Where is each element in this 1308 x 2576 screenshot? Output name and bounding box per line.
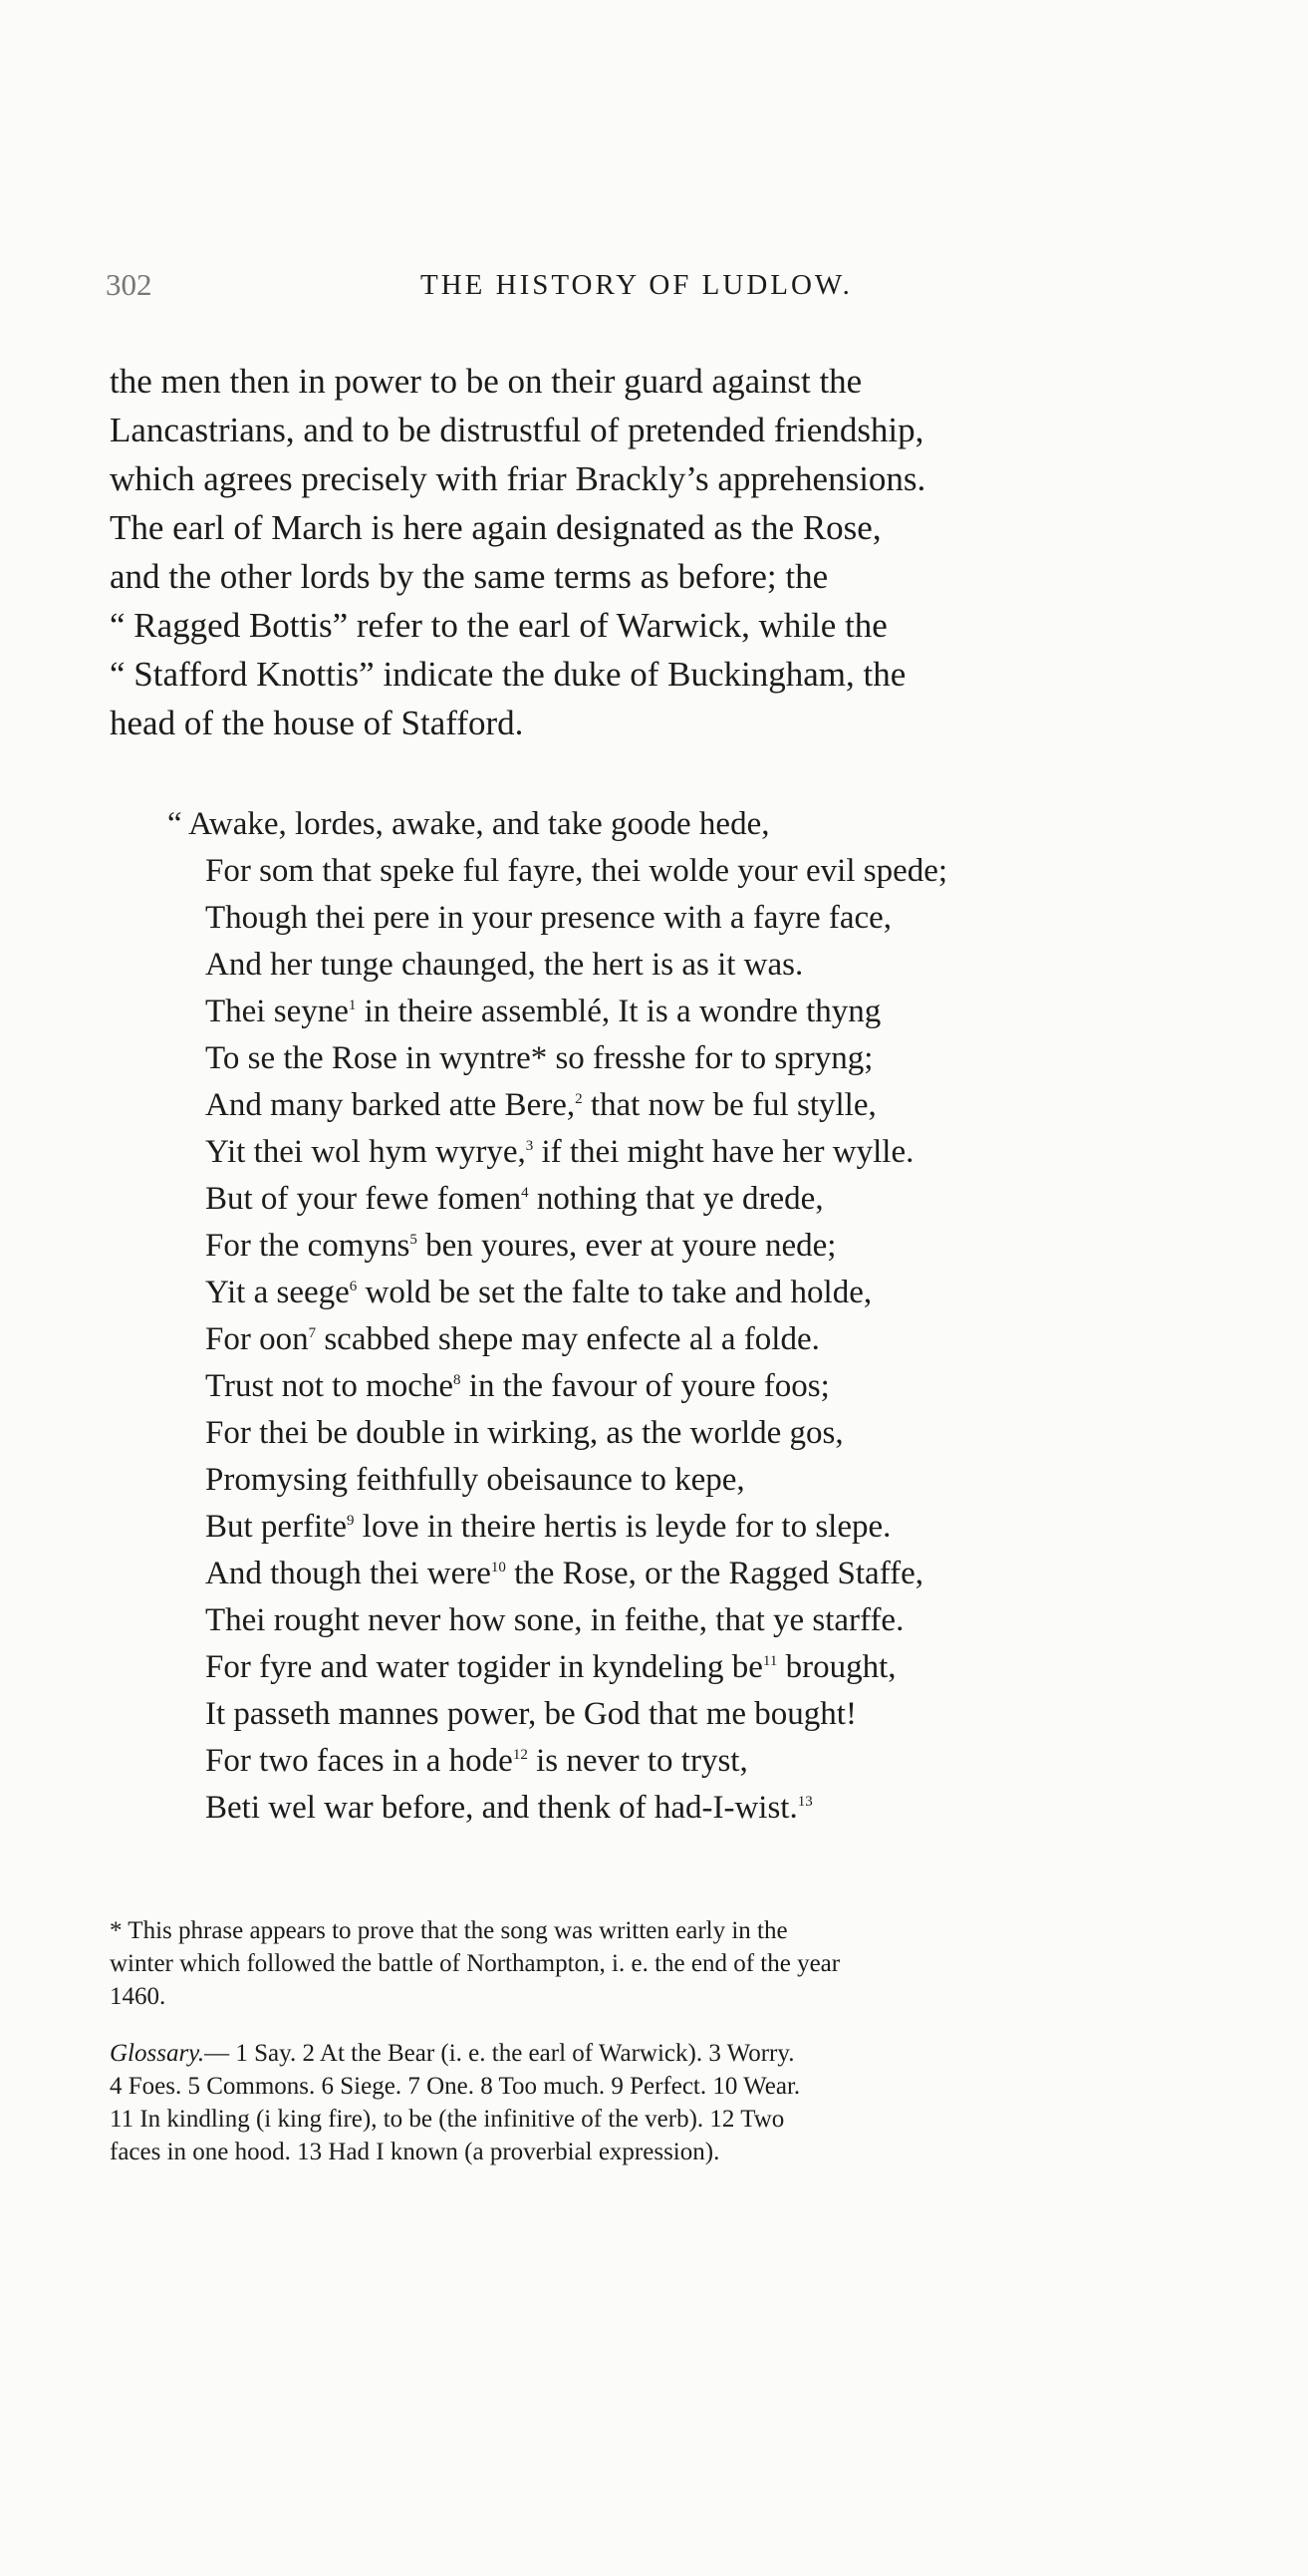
poem-line-text: Trust not to moche — [205, 1368, 454, 1404]
poem-line-rest: that now be ful stylle, — [582, 1087, 877, 1123]
poem-line — [205, 989, 1221, 1035]
glossary-label: Glossary. — [110, 2040, 205, 2067]
poem-line-rest: if thei might have her wylle. — [533, 1134, 915, 1170]
footnote-marker: 6 — [349, 1279, 358, 1294]
footnote-marker: 9 — [347, 1513, 355, 1529]
poem-line — [205, 942, 1221, 989]
poem-line-rest: the Rose, or the Ragged Staffe, — [505, 1556, 923, 1591]
poem-line — [205, 1410, 1221, 1457]
page-header — [106, 267, 1221, 317]
poem-line-text: For oon — [205, 1321, 309, 1357]
poem-line — [205, 1223, 1221, 1270]
footnote-marker: 3 — [525, 1138, 534, 1154]
poem-line-rest: brought, — [777, 1649, 897, 1685]
poem-line — [205, 1363, 1221, 1410]
poem-line-text: For fyre and water togider in kyndeling be — [205, 1649, 763, 1685]
prose-line: and the other lords by the same terms as before; the — [110, 557, 829, 596]
poem-line — [205, 1691, 1221, 1738]
glossary-line — [110, 2136, 1220, 2168]
glossary-text: 4 Foes. 5 Commons. 6 Siege. 7 One. 8 Too much. 9 Perfect. 10 Wear. — [110, 2073, 801, 2100]
glossary-text: 11 In kindling (i king fire), to be (the infinitive of the verb). 12 Two — [110, 2106, 785, 2133]
prose-paragraph — [110, 357, 1223, 747]
poem-line — [205, 1597, 1221, 1644]
footnote-marker: 7 — [308, 1325, 317, 1341]
footnote-marker: 8 — [453, 1372, 461, 1388]
poem-line-text: For thei be double in wirking, as the worlde gos, — [205, 1415, 844, 1451]
poem-line-text: Yit thei wol hym wyrye, — [205, 1134, 526, 1170]
glossary — [110, 2037, 1220, 2168]
poem-line-text: Beti wel war before, and thenk of had-I-wist. — [205, 1790, 798, 1826]
prose-line: Lancastrians, and to be distrustful of pretended friendship, — [110, 411, 924, 449]
poem-line — [205, 1551, 1221, 1597]
poem-line — [205, 1035, 1221, 1082]
footnote — [110, 1914, 1220, 2013]
footnote-line: 1460. — [110, 1983, 166, 2010]
poem-line — [205, 1082, 1221, 1129]
poem-line-rest: in the favour of youre foos; — [460, 1368, 830, 1404]
footnote-marker: 13 — [797, 1794, 813, 1810]
prose-line: head of the house of Stafford. — [110, 704, 524, 742]
prose-line: which agrees precisely with friar Brackly’s apprehensions. — [110, 459, 926, 498]
poem-line — [205, 1644, 1221, 1691]
poem-line-text: But of your fewe fomen — [205, 1181, 522, 1217]
poem-line — [205, 1129, 1221, 1176]
prose-line: The earl of March is here again designated as the Rose, — [110, 508, 882, 547]
page-number: 302 — [106, 267, 152, 302]
poem-line-text: For som that speke ful fayre, thei wolde your evil spede; — [205, 853, 948, 889]
poem-line-rest: wold be set the falte to take and holde, — [357, 1275, 873, 1310]
glossary-line — [110, 2037, 1220, 2070]
poem-line — [205, 1457, 1221, 1504]
poem-line-text: Yit a seege — [205, 1275, 350, 1310]
poem-line — [205, 895, 1221, 942]
footnote-marker: 2 — [575, 1091, 583, 1107]
poem-line — [205, 1738, 1221, 1785]
poem-line-text: For the comyns — [205, 1228, 410, 1264]
poem-line-text: Thei seyne — [205, 994, 349, 1029]
poem-line-rest: love in theire hertis is leyde for to slepe. — [354, 1509, 892, 1545]
poem-line — [205, 848, 1221, 895]
footnote-marker: 5 — [409, 1232, 417, 1248]
footnote-marker: 12 — [512, 1747, 528, 1763]
poem-line-text: Though thei pere in your presence with a fayre face, — [205, 900, 893, 936]
footnote-marker: 1 — [348, 998, 357, 1013]
poem-line-rest: ben youres, ever at youre nede; — [416, 1228, 837, 1264]
poem-line — [205, 1316, 1221, 1363]
poem-line-text: It passeth mannes power, be God that me bought! — [205, 1696, 857, 1732]
poem-line-text: To se the Rose in wyntre* so fresshe for to spryng; — [205, 1040, 874, 1076]
poem-line-text: Thei rought never how sone, in feithe, that ye starffe. — [205, 1602, 905, 1638]
poem-line-rest: is never to tryst, — [527, 1743, 748, 1779]
footnote-marker: 4 — [521, 1185, 529, 1201]
footnote-line: * This phrase appears to prove that the song was written early in the — [110, 1917, 788, 1944]
poem-line-text: And though thei were — [205, 1556, 491, 1591]
glossary-text: faces in one hood. 13 Had I known (a proverbial expression). — [110, 2139, 720, 2165]
poem-line — [205, 1504, 1221, 1551]
running-title: THE HISTORY OF LUDLOW. — [420, 269, 853, 301]
poem-line — [167, 801, 1221, 848]
poem-line-text: But perfite — [205, 1509, 348, 1545]
poem-line-text: “ Awake, lordes, awake, and take goode hede, — [167, 806, 770, 842]
poem-line-rest: scabbed shepe may enfecte al a folde. — [316, 1321, 820, 1357]
poem-line-text: For two faces in a hode — [205, 1743, 513, 1779]
poem-line-rest: in theire assemblé, It is a wondre thyng — [356, 994, 882, 1029]
poem-line-text: And her tunge chaunged, the hert is as it was. — [205, 947, 804, 983]
glossary-text: — 1 Say. 2 At the Bear (i. e. the earl of Warwick). 3 Worry. — [204, 2040, 795, 2067]
poem-line — [205, 1270, 1221, 1316]
footnote-line: winter which followed the battle of Northampton, i. e. the end of the year — [110, 1950, 841, 1977]
glossary-line — [110, 2103, 1220, 2136]
poem-line-text: And many barked atte Bere, — [205, 1087, 576, 1123]
poem-line — [205, 1176, 1221, 1223]
prose-line: the men then in power to be on their guard against the — [110, 362, 863, 401]
prose-line: “ Stafford Knottis” indicate the duke of Buckingham, the — [110, 655, 907, 694]
prose-line: “ Ragged Bottis” refer to the earl of Warwick, while the — [110, 606, 888, 645]
poem — [167, 801, 1221, 1832]
poem-line-text: Promysing feithfully obeisaunce to kepe, — [205, 1462, 745, 1498]
footnote-marker: 11 — [762, 1653, 778, 1669]
glossary-line — [110, 2070, 1220, 2103]
poem-line — [205, 1785, 1221, 1832]
footnote-marker: 10 — [490, 1560, 506, 1575]
poem-line-rest: nothing that ye drede, — [528, 1181, 824, 1217]
